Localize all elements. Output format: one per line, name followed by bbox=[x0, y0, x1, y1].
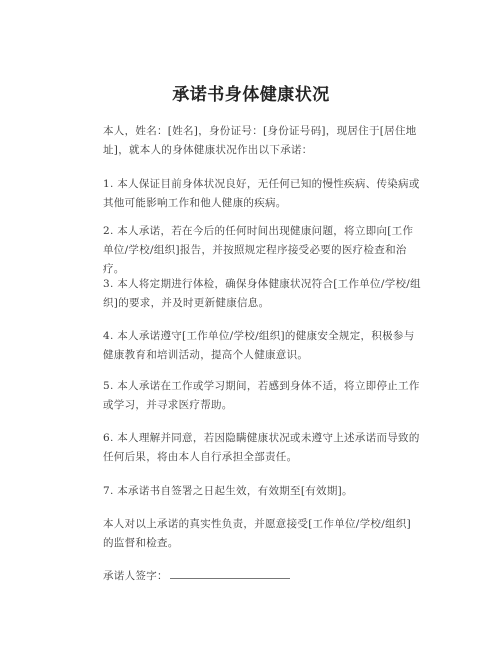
commitment-item-4: 4. 本人承诺遵守[工作单位/学校/组织]的健康安全规定，积极参与健康教育和培训活动，提高个人健康意识。 bbox=[103, 330, 415, 361]
commitment-item-2: 2. 本人承诺，若在今后的任何时间出现健康问题，将立即向[工作单位/学校/组织]报告，并按照规定程序接受必要的医疗检查和治疗。 bbox=[103, 225, 414, 275]
commitment-item-5: 5. 本人承诺在工作或学习期间，若感到身体不适，将立即停止工作或学习，并寻求医疗帮助。 bbox=[103, 380, 420, 411]
commitment-item-7: 7. 本承诺书自签署之日起生效，有效期至[有效期]。 bbox=[103, 485, 353, 497]
commitment-item-6: 6. 本人理解并同意，若因隐瞒健康状况或未遵守上述承诺而导致的任何后果，将由本人自行承担全部责任。 bbox=[103, 432, 420, 463]
signature-line[interactable] bbox=[170, 567, 290, 579]
intro-paragraph: 本人，姓名：[姓名]，身份证号：[身份证号码]，现居住于[居住地址]，就本人的身体健康状况作出以下承诺： bbox=[103, 125, 417, 156]
signature-label: 承诺人签字： bbox=[103, 570, 168, 582]
commitment-item-1: 1. 本人保证目前身体状况良好，无任何已知的慢性疾病、传染病或其他可能影响工作和他人健康的疾病。 bbox=[103, 178, 420, 209]
signature-row bbox=[103, 567, 421, 586]
commitment-item-3: 3. 本人将定期进行体检，确保身体健康状况符合[工作单位/学校/组织]的要求，并及时更新健康信息。 bbox=[103, 278, 421, 309]
document-title: 承诺书身体健康状况 bbox=[172, 85, 330, 105]
closing-paragraph: 本人对以上承诺的真实性负责，并愿意接受[工作单位/学校/组织]的监督和检查。 bbox=[103, 518, 412, 549]
